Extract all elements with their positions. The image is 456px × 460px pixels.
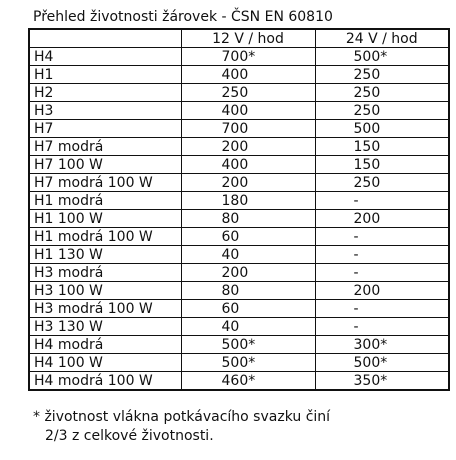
bulb-type-cell: H2 xyxy=(29,84,181,102)
table-row xyxy=(29,102,449,120)
bulb-type-cell: H3 xyxy=(29,102,181,120)
bulb-type-cell: H3 100 W xyxy=(29,282,181,300)
lifetime-24v-cell: - xyxy=(315,318,449,336)
lifetime-24v-cell: 250 xyxy=(315,102,449,120)
bulb-type-cell: H4 100 W xyxy=(29,354,181,372)
lifetime-12v-cell: 400 xyxy=(181,66,315,84)
table-header-row xyxy=(29,29,449,48)
lifetime-24v-cell: 150 xyxy=(315,138,449,156)
lifetime-24v-cell: 500 xyxy=(315,120,449,138)
lifetime-12v-cell: 40 xyxy=(181,318,315,336)
table-row xyxy=(29,354,449,372)
lifetime-24v-cell: 250 xyxy=(315,84,449,102)
lifetime-12v-cell: 700* xyxy=(181,48,315,66)
bulb-type-cell: H1 100 W xyxy=(29,210,181,228)
table-row xyxy=(29,174,449,192)
lifetime-24v-cell: - xyxy=(315,264,449,282)
bulb-type-cell: H3 modrá 100 W xyxy=(29,300,181,318)
table-row xyxy=(29,192,449,210)
header-bulb-type xyxy=(29,29,181,48)
lifetime-12v-cell: 500* xyxy=(181,336,315,354)
table-row xyxy=(29,300,449,318)
lifetime-12v-cell: 80 xyxy=(181,210,315,228)
lifetime-12v-cell: 40 xyxy=(181,246,315,264)
lifetime-12v-cell: 200 xyxy=(181,264,315,282)
lifetime-12v-cell: 460* xyxy=(181,372,315,391)
lifetime-12v-cell: 200 xyxy=(181,174,315,192)
lifetime-24v-cell: 500* xyxy=(315,48,449,66)
footnote xyxy=(33,408,443,446)
table-row xyxy=(29,228,449,246)
bulb-type-cell: H7 100 W xyxy=(29,156,181,174)
lifetime-24v-cell: 300* xyxy=(315,336,449,354)
bulb-type-cell: H1 130 W xyxy=(29,246,181,264)
table-row xyxy=(29,84,449,102)
lifetime-24v-cell: 500* xyxy=(315,354,449,372)
lifetime-24v-cell: - xyxy=(315,246,449,264)
lifetime-12v-cell: 80 xyxy=(181,282,315,300)
lifetime-12v-cell: 250 xyxy=(181,84,315,102)
lifetime-24v-cell: 250 xyxy=(315,66,449,84)
lifetime-12v-cell: 400 xyxy=(181,156,315,174)
lifetime-12v-cell: 500* xyxy=(181,354,315,372)
table-row xyxy=(29,372,449,391)
lifetime-24v-cell: - xyxy=(315,192,449,210)
bulb-type-cell: H7 modrá xyxy=(29,138,181,156)
bulb-type-cell: H1 modrá 100 W xyxy=(29,228,181,246)
lifetime-24v-cell: 150 xyxy=(315,156,449,174)
bulb-type-cell: H4 xyxy=(29,48,181,66)
lifetime-24v-cell: - xyxy=(315,300,449,318)
bulb-type-cell: H3 130 W xyxy=(29,318,181,336)
page-title: Přehled životnosti žárovek - ČSN EN 60810 xyxy=(33,9,333,25)
lifetime-12v-cell: 200 xyxy=(181,138,315,156)
table-row xyxy=(29,336,449,354)
lifetime-table xyxy=(28,28,450,391)
lifetime-12v-cell: 400 xyxy=(181,102,315,120)
lifetime-24v-cell: 200 xyxy=(315,210,449,228)
table-row xyxy=(29,48,449,66)
lifetime-12v-cell: 180 xyxy=(181,192,315,210)
bulb-type-cell: H3 modrá xyxy=(29,264,181,282)
table-row xyxy=(29,318,449,336)
table-row xyxy=(29,138,449,156)
table-row xyxy=(29,264,449,282)
header-24v: 24 V / hod xyxy=(315,29,449,48)
footnote-line-1: * životnost vlákna potkávacího svazku činí xyxy=(33,409,331,425)
bulb-type-cell: H4 modrá xyxy=(29,336,181,354)
lifetime-24v-cell: - xyxy=(315,228,449,246)
lifetime-24v-cell: 200 xyxy=(315,282,449,300)
table-row xyxy=(29,210,449,228)
lifetime-12v-cell: 60 xyxy=(181,228,315,246)
bulb-type-cell: H4 modrá 100 W xyxy=(29,372,181,391)
table-row xyxy=(29,246,449,264)
table-row xyxy=(29,120,449,138)
bulb-type-cell: H1 xyxy=(29,66,181,84)
table-row xyxy=(29,282,449,300)
footnote-line-2: 2/3 z celkové životnosti. xyxy=(45,428,214,444)
lifetime-24v-cell: 350* xyxy=(315,372,449,391)
bulb-type-cell: H1 modrá xyxy=(29,192,181,210)
table-row xyxy=(29,66,449,84)
lifetime-12v-cell: 700 xyxy=(181,120,315,138)
table-row xyxy=(29,156,449,174)
header-12v: 12 V / hod xyxy=(181,29,315,48)
bulb-type-cell: H7 modrá 100 W xyxy=(29,174,181,192)
lifetime-12v-cell: 60 xyxy=(181,300,315,318)
lifetime-24v-cell: 250 xyxy=(315,174,449,192)
bulb-type-cell: H7 xyxy=(29,120,181,138)
